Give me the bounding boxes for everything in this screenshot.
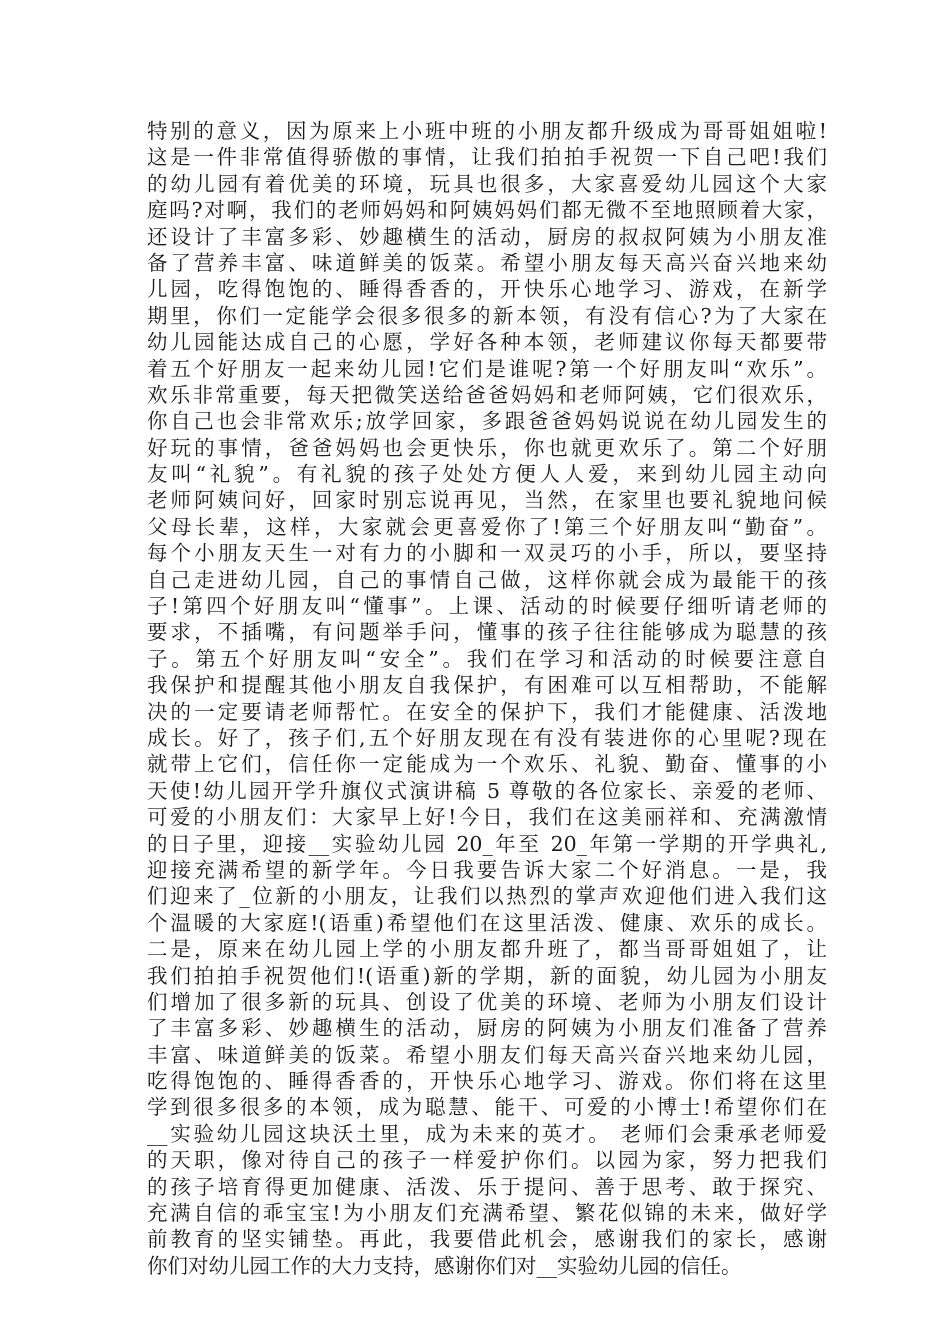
text-line: 期里，你们一定能学会很多很多的新本领，有没有信心?为了大家在	[147, 303, 827, 328]
text-line: 可爱的小朋友们：大家早上好!今日，我们在这美丽祥和、充满激情	[147, 805, 827, 830]
text-line: __实验幼儿园这块沃土里，成为未来的英才。 老师们会秉承老师爱	[147, 1121, 827, 1146]
body-text	[147, 118, 827, 1279]
text-line: 学到很多很多的本领，成为聪慧、能干、可爱的小博士!希望你们在	[147, 1095, 827, 1120]
text-line: 子!第四个好朋友叫“懂事”。上课、活动的时候要仔细听请老师的	[147, 594, 827, 619]
text-line: 成长。好了，孩子们,五个好朋友现在有没有装进你的心里呢?现在	[147, 725, 827, 750]
text-line: 的幼儿园有着优美的环境，玩具也很多，大家喜爱幼儿园这个大家	[147, 171, 827, 196]
text-line: 友叫“礼貌”。有礼貌的孩子处处方便人人爱，来到幼儿园主动向	[147, 462, 827, 487]
text-line: 子。第五个好朋友叫“安全”。我们在学习和活动的时候要注意自	[147, 646, 827, 671]
text-line: 充满自信的乖宝宝!为小朋友们充满希望、繁花似锦的未来，做好学	[147, 1201, 827, 1226]
text-line: 儿园，吃得饱饱的、睡得香香的，开快乐心地学习、游戏，在新学	[147, 277, 827, 302]
text-line: 备了营养丰富、味道鲜美的饭菜。希望小朋友每天高兴奋兴地来幼	[147, 250, 827, 275]
text-line: 你自己也会非常欢乐;放学回家，多跟爸爸妈妈说说在幼儿园发生的	[147, 409, 827, 434]
text-line: 你们对幼儿园工作的大力支持，感谢你们对__实验幼儿园的信任。	[147, 1253, 742, 1278]
text-line: 了丰富多彩、妙趣横生的活动，厨房的阿姨为小朋友们准备了营养	[147, 1016, 827, 1041]
text-line: 庭吗?对啊，我们的老师妈妈和阿姨妈妈们都无微不至地照顾着大家，	[147, 198, 827, 223]
text-line: 的日子里，迎接__实验幼儿园 20_年至 20_年第一学期的开学典礼,	[147, 831, 827, 856]
text-line: 天使!幼儿园开学升旗仪式演讲稿 5 尊敬的各位家长、亲爱的老师、	[147, 778, 827, 803]
text-line: 迎接充满希望的新学年。今日我要告诉大家二个好消息。一是，我	[147, 857, 827, 882]
text-line: 个温暖的大家庭!(语重)希望他们在这里活泼、健康、欢乐的成长。	[147, 910, 827, 935]
text-line: 我保护和提醒其他小朋友自我保护，有困难可以互相帮助，不能解	[147, 673, 827, 698]
text-line: 父母长辈，这样，大家就会更喜爱你了!第三个好朋友叫“勤奋”。	[147, 514, 827, 539]
text-line: 决的一定要请老师帮忙。在安全的保护下，我们才能健康、活泼地	[147, 699, 827, 724]
text-line: 自己走进幼儿园，自己的事情自己做，这样你就会成为最能干的孩	[147, 567, 827, 592]
text-line: 二是，原来在幼儿园上学的小朋友都升班了，都当哥哥姐姐了，让	[147, 937, 827, 962]
text-line: 欢乐非常重要，每天把微笑送给爸爸妈妈和老师阿姨，它们很欢乐，	[147, 382, 827, 407]
text-line: 们迎来了_位新的小朋友，让我们以热烈的掌声欢迎他们进入我们这	[147, 884, 827, 909]
text-line: 好玩的事情，爸爸妈妈也会更快乐，你也就更欢乐了。第二个好朋	[147, 435, 827, 460]
text-line: 着五个好朋友一起来幼儿园!它们是谁呢?第一个好朋友叫“欢乐”。	[147, 356, 827, 381]
text-line: 老师阿姨问好，回家时别忘说再见，当然，在家里也要礼貌地问候	[147, 488, 827, 513]
text-line: 们增加了很多新的玩具、创设了优美的环境、老师为小朋友们设计	[147, 989, 827, 1014]
text-line: 每个小朋友天生一对有力的小脚和一双灵巧的小手，所以，要坚持	[147, 541, 827, 566]
text-line: 特别的意义，因为原来上小班中班的小朋友都升级成为哥哥姐姐啦!	[147, 119, 827, 143]
text-line: 还设计了丰富多彩、妙趣横生的活动，厨房的叔叔阿姨为小朋友准	[147, 224, 827, 249]
text-line: 幼儿园能达成自己的心愿，学好各种本领，老师建议你每天都要带	[147, 330, 827, 355]
text-line: 吃得饱饱的、睡得香香的，开快乐心地学习、游戏。你们将在这里	[147, 1069, 827, 1094]
text-line: 这是一件非常值得骄傲的事情，让我们拍拍手祝贺一下自己吧!我们	[147, 145, 827, 170]
text-line: 丰富、味道鲜美的饭菜。希望小朋友们每天高兴奋兴地来幼儿园，	[147, 1042, 827, 1067]
text-line: 要求，不插嘴，有问题举手问，懂事的孩子往往能够成为聪慧的孩	[147, 620, 827, 645]
text-line: 的天职，像对待自己的孩子一样爱护你们。以园为家，努力把我们	[147, 1148, 827, 1173]
text-line: 的孩子培育得更加健康、活泼、乐于提问、善于思考、敢于探究、	[147, 1174, 827, 1199]
text-line: 就带上它们，信任你一定能成为一个欢乐、礼貌、勤奋、懂事的小	[147, 752, 827, 777]
text-line: 前教育的坚实铺垫。再此，我要借此机会，感谢我们的家长，感谢	[147, 1227, 827, 1252]
text-line: 我们拍拍手祝贺他们!(语重)新的学期，新的面貌，幼儿园为小朋友	[147, 963, 827, 988]
